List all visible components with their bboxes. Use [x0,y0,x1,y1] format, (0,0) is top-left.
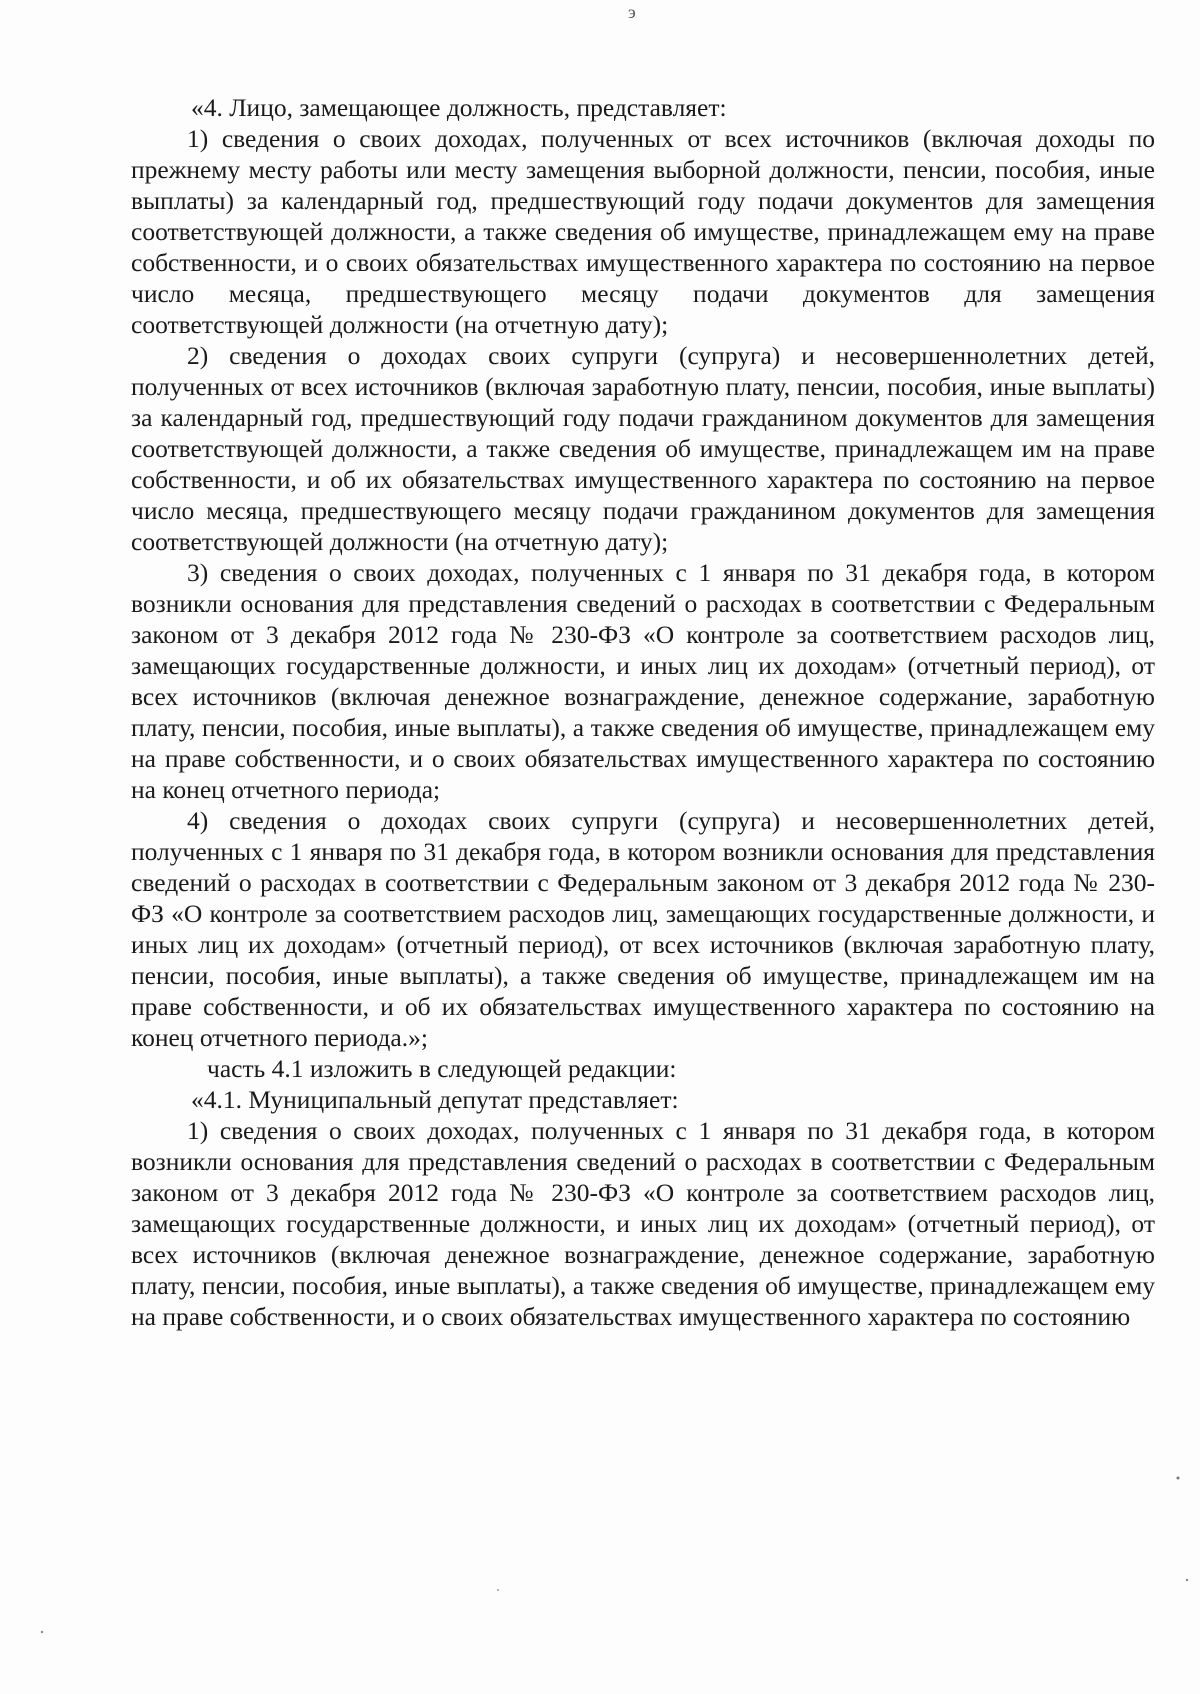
paragraph-item-1: 1) сведения о своих доходах, полученных от всех источников (включая доходы по прежнему месту работы или месту замещения выборной должности, пенсии, пособия, иные выплаты) за календарный год, предшествующий году подачи документов для замещения соответствующей должности, а также сведения об имуществе, принадлежащем ему на праве собственности, и о своих обязательствах имущественного характера по состоянию на первое число месяца, предшествующего месяцу подачи документов для замещения соответствующей должности (на отчетную дату); [131,124,1155,339]
paragraph-item-3: 3) сведения о своих доходах, полученных с 1 января по 31 декабря года, в котором возникли основания для представления сведений о расходах в соответствии с Федеральным законом от 3 декабря 2012 года № 230-ФЗ «О контроле за соответствием расходов лиц, замещающих государственные должности, и иных лиц их доходам» (отчетный период), от всех источников (включая денежное вознаграждение, денежное содержание, заработную плату, пенсии, пособия, иные выплаты), а также сведения об имуществе, принадлежащем ему на праве собственности, и о своих обязательствах имущественного характера по состоянию на конец отчетного периода; [131,558,1155,804]
page-number-mark: э [628,2,636,22]
paragraph-item-2: 2) сведения о доходах своих супруги (супруга) и несовершеннолетних детей, полученных от всех источников (включая заработную плату, пенсии, пособия, иные выплаты) за календарный год, предшествующий году подачи гражданином документов для замещения соответствующей должности, а также сведения об имуществе, принадлежащем им на праве собственности, и об их обязательствах имущественного характера по состоянию на первое число месяца, предшествующего месяцу подачи гражданином документов для замещения соответствующей должности (на отчетную дату); [131,341,1155,556]
paragraph-section-4-1-heading: «4.1. Муниципальный депутат представляет: [191,1085,679,1114]
paragraph-amendment-instruction: часть 4.1 изложить в следующей редакции: [207,1054,677,1083]
paragraph-item-4: 4) сведения о доходах своих супруги (супруга) и несовершеннолетних детей, полученных с 1 января по 31 декабря года, в котором возникли основания для представления сведений о расходах в соответствии с Федеральным законом от 3 декабря 2012 года № 230-ФЗ «О контроле за соответствием расходов лиц, замещающих государственные должности, и иных лиц их доходам» (отчетный период), от всех источников (включая заработную плату, пенсии, пособия, иные выплаты), а также сведения об имуществе, принадлежащем им на праве собственности, и об их обязательствах имущественного характера по состоянию на конец отчетного периода.»; [131,806,1155,1052]
paragraph-section-4-heading: «4. Лицо, замещающее должность, представляет: [191,93,727,122]
paragraph-section-4-1-item-1: 1) сведения о своих доходах, полученных с 1 января по 31 декабря года, в котором возникли основания для представления сведений о расходах в соответствии с Федеральным законом от 3 декабря 2012 года № 230-ФЗ «О контроле за соответствием расходов лиц, замещающих государственные должности, и иных лиц их доходам» (отчетный период), от всех источников (включая денежное вознаграждение, денежное содержание, заработную плату, пенсии, пособия, иные выплаты), а также сведения об имуществе, принадлежащем ему на праве собственности, и о своих обязательствах имущественного характера по состоянию [131,1116,1155,1331]
document-body [131,92,1155,1332]
